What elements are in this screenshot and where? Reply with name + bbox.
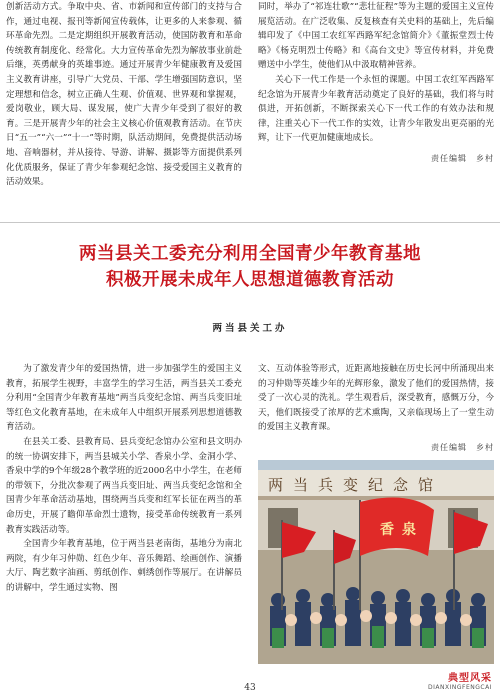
paragraph: 为了激发青少年的爱国热情，进一步加强学生的爱国主义教育，拓展学生视野，丰富学生的学习生活，两当县关工委充分利用“全国青少年教育基地”两当兵变纪念馆、两当兵变旧址等红色文化教育基地，在未成年人中组织开展系列思想道德教育活动。 [6, 364, 242, 433]
article-photo [258, 460, 494, 664]
responsible-editor: 责任编辑 乡村 [431, 153, 494, 163]
paragraph: 文、互动体验等形式，近距离地接触在历史长河中所涌现出来的习仲勋等英雄少年的光辉形象，激发了他们的爱国热情，接受了一次心灵的洗礼。学生观看后，深受教育，感慨万分，今天，他们既接受了浓厚的艺术熏陶，又亲临现场上了一堂生动的爱国主义教育课。 [258, 364, 494, 433]
section-divider [0, 222, 500, 223]
main-article-right-column [258, 362, 494, 456]
paragraph: 同时，举办了“祁连壮歌”“悲壮征程”等为主题的爱国主义宣传展览活动。在广泛收集、反复核查有关史料的基础上，先后编辑印发了《中国工农红军西路军纪念馆简介》《董振堂烈士传略》《杨克明烈士传略》和《高台文史》等宣传材料，并免费赠送中小学生，使他们从中汲取精神营养。 [258, 2, 494, 71]
paragraph: 全国青少年教育基地，位于两当县老南街，基地分为南北两院，有少年习仲勋、红色少年、音乐舞蹈、绘画创作、演播大厅、陶艺数字油画、剪纸创作、刺绣创作等展厅。在讲解员的讲解中，学生通过实物、图 [6, 539, 242, 593]
paragraph: 创新活动方式。争取中央、省、市新闻和宣传部门的支持与合作，通过电视、报刊等新闻宣传载体，让更多的人来参观、循环革命先烈。二是定期组织开展教育活动，使国防教育和革命传统教育制度化、经常化。大力宣传革命先烈为解放事业前赴后继，英勇献身的英雄事迹。通过开展青少年健康教育及爱国主义教育讲座，引导广大党员、干部、学生增强国防意识，坚定理想和信念，树立正确人生观、价值观、世界观和掌握观，爱岗敬业，顾大局、谋发展，使广大青少年受到了很好的教育。三是开展青少年的社会主义核心价值观教育活动。在节庆日“五一”“六一”“十一”等时期，队活动期间，免费提供活动场地、音响器材，并从接待、导游、讲解、摄影等方面提供系列化优质服务，保证了青少年参观纪念馆、接受爱国主义教育的活动效果。 [6, 2, 242, 188]
photo-illustration [258, 460, 494, 664]
paragraph: 在县关工委、县教育局、县兵变纪念馆办公室和县文明办的统一协调安排下，两当县城关小学、香泉小学、金洞小学、香泉中学的9个年级28个教学班的近2000名中小学生，在老师的带领下，分批次参观了两当兵变旧址、两当兵变纪念馆和全国青少年革命活动基地，围绕两当兵变和红军长征在两当的革命历史，开展了瞻仰革命烈士遗物，接受革命传统教育一系列教育实践活动等。 [6, 436, 242, 535]
brand-english: DIANXINGFENGCAI [428, 684, 492, 691]
magazine-section-brand [428, 669, 492, 691]
paragraph: 关心下一代工作是一个永恒的课题。中国工农红军西路军纪念馆为开展青少年教育活动奠定了良好的基础，我们将与时俱进，开拓创新，不断探索关心下一代工作的有效办法和规律，注重关心下一代工作的实效，让青少年散发出更亮丽的光辉，让下一代更加健康地成长。 [258, 74, 494, 144]
flag-text: 香泉 [380, 522, 424, 538]
headline-line-2: 积极开展未成年人思想道德教育活动 [106, 270, 394, 290]
building-sign: 两当兵变纪念馆 [268, 476, 444, 494]
page-number: 43 [244, 683, 256, 693]
byline: 两当县关工办 [212, 323, 288, 334]
headline-line-1: 两当县关工委充分利用全国青少年教育基地 [79, 244, 421, 264]
brand-chinese: 典型风采 [448, 673, 492, 684]
top-article-left-column [6, 0, 242, 190]
top-article-right-column [258, 0, 494, 167]
responsible-editor: 责任编辑 乡村 [431, 442, 494, 452]
main-article-left-column [6, 362, 242, 596]
